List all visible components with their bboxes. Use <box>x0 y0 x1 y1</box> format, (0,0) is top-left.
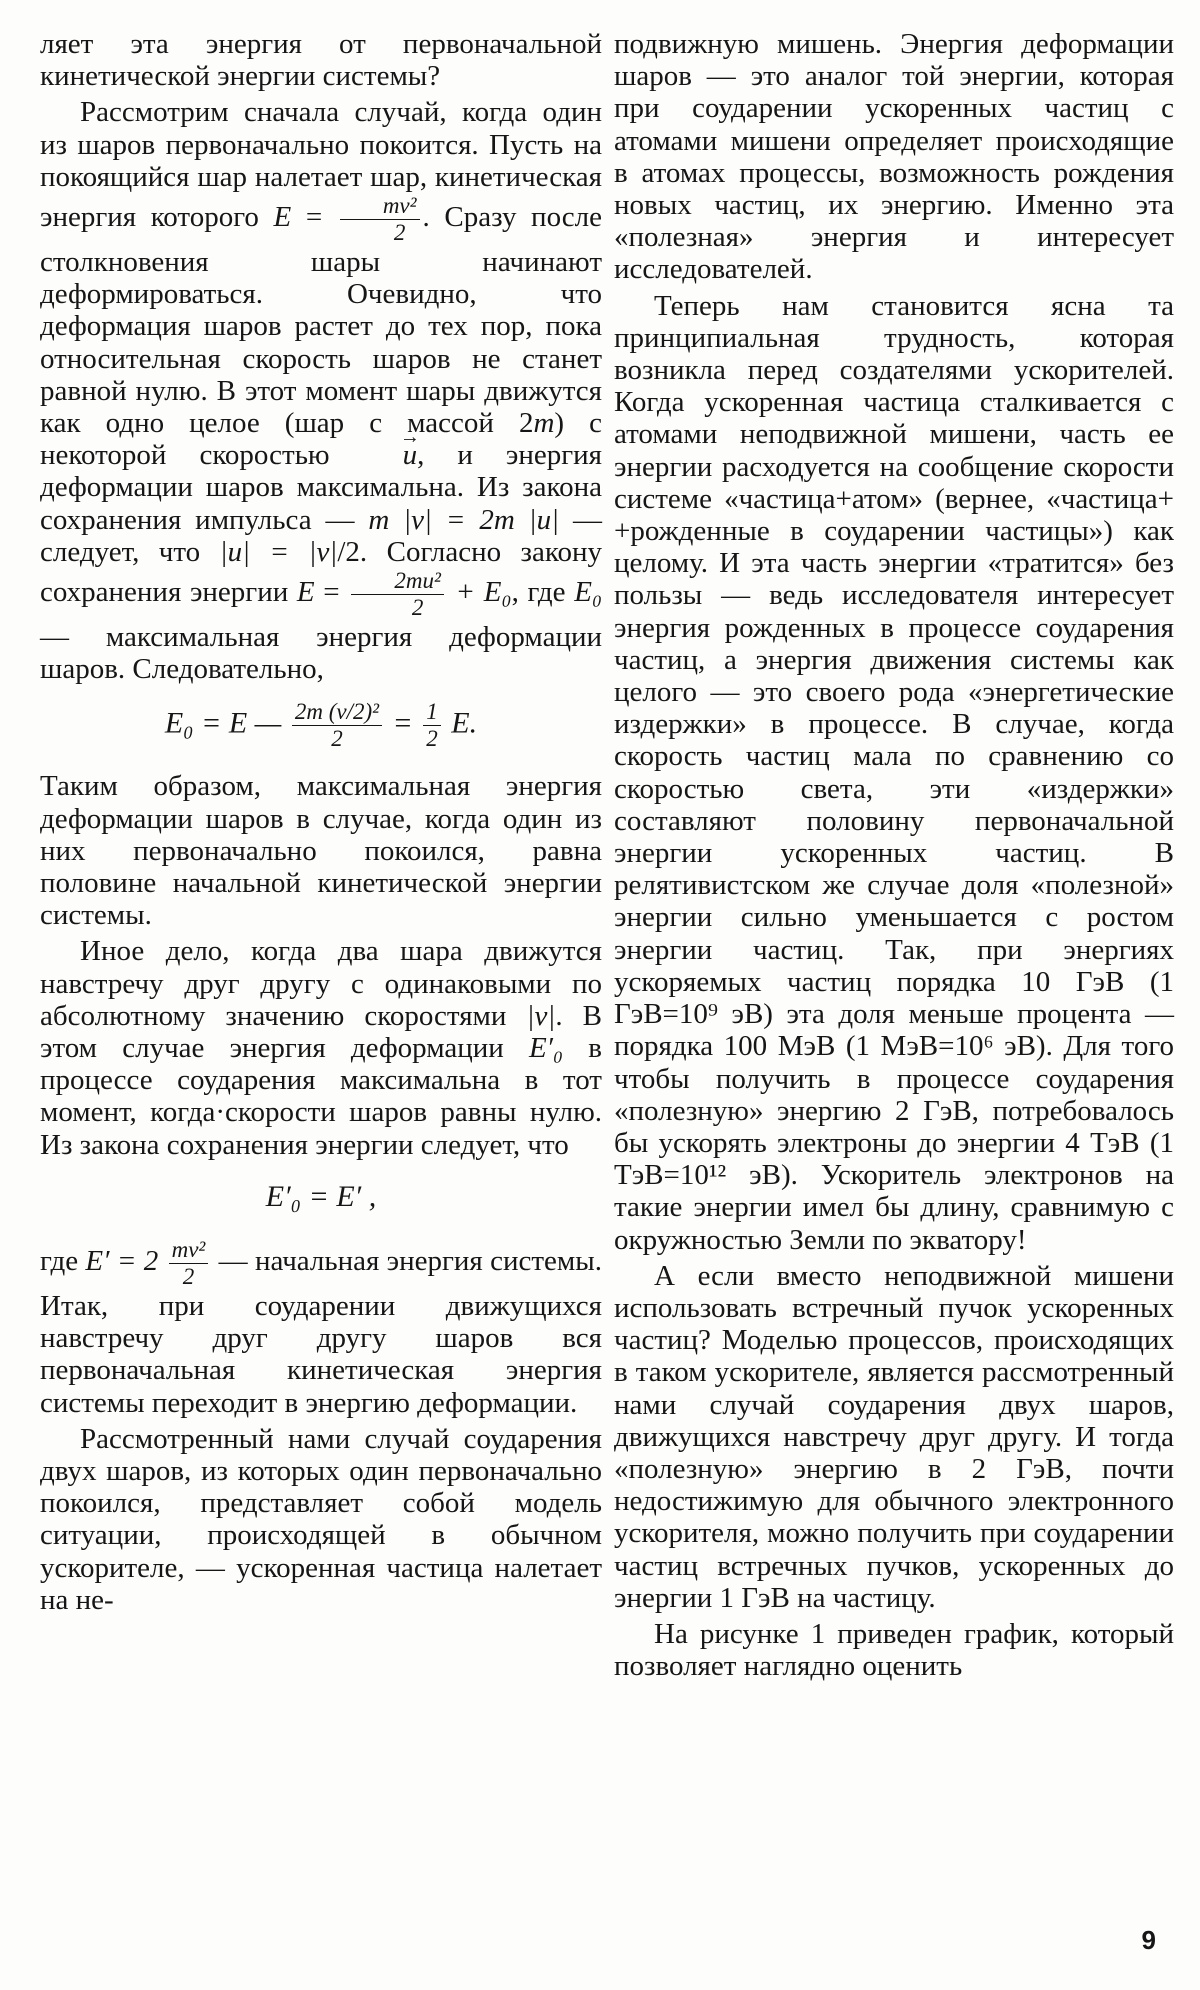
left-column <box>40 28 602 1616</box>
paragraph: Рассмотрим сначала случай, когда один из шаров первоначально покоится. Пусть на покоящийся шар налетает шар, кинетическая энергия которого E = $\frac{\text{mv²}}{2}$ . Сразу после столкновения шары начинают деформироваться. Очевидно, что деформация шаров растет до тех пор, пока относительная скорость шаров не станет равной нулю. В этот момент шары движутся как одно целое (шар с массой 2m) с некоторой скоростью → u, и энергия деформации шаров максимальна. Из закона сохранения импульса — m |v| = 2m |u| — следует, что |u| = |v|/2. Согласно закону сохранения энергии E = $\frac{\text{2mu²}}{2}$ + E₀, где E₀ — максимальная энергия деформации шаров. Следовательно, <box>40 96 602 685</box>
paragraph: где E′ = 2 $\frac{\text{mv²}}{2}$ — начальная энергия системы. Итак, при соударении движущихся навстречу друг другу шаров вся первоначальная кинетическая энергия системы переходит в энергию деформации. <box>40 1236 603 1419</box>
formula-e0-prime: E′₀ = E′ , <box>265 1179 377 1213</box>
paragraph: подвижную мишень. Энергия деформации шаров — это аналог той энергии, которая при соударении ускоренных частиц с атомами мишени определяет происходящие в атомах процессы, возможность рождения новых частиц, их энергию. Именно эта «полезная» энергия и интересует исследователей. <box>614 28 1174 286</box>
page-number: 9 <box>1141 1925 1156 1955</box>
fraction: $\frac{\text{mv²}}{2}$ <box>169 1237 209 1290</box>
paragraph: Теперь нам становится ясна та принципиальная трудность, которая возникла перед создателями ускорителей. Когда ускоренная частица сталкивается с атомами неподвижной мишени, часть ее энергии расходуется на сообщение скорости системе «частица+атом» (вернее, «частица+ +рожденные в соударении частицы») как целому. И эта часть энергии «тратится» без пользы — ведь исследователя интересует энергия рожденных в процессе соударения частиц, а энергия движения системы как целого — это своего рода «энергетические издержки» в процессе. В случае, когда скорость частиц мала по сравнению со скоростью света, эти «издержки» составляют половину первоначальной энергии ускоренных частиц. В релятивистском же случае доля «полезной» энергии сильно уменьшается с ростом энергии частиц. Так, при энергиях ускоряемых частиц порядка 10 ГэВ (1 ГэВ=10⁹ эВ) эта доля меньше процента — порядка 100 МэВ (1 МэВ=10⁶ эВ). Для того чтобы получить в процессе соударения «полезную» энергию 2 ГэВ, потребовалось бы ускорять электроны до энергии 4 ТэВ (1 ТэВ=10¹² эВ). Ускоритель электронов на такие энергии имел бы длину, сравнимую с окружностью Земли по экватору! <box>614 289 1174 1256</box>
right-column <box>614 28 1174 1682</box>
impulse-formula: m |v| = 2m |u| <box>368 503 560 536</box>
paragraph: Рассмотренный нами случай соударения двух шаров, из которых один первоначально покоился, представляет собой модель ситуации, происходящей в обычном ускорителе, — ускоренная частица налетает на не- <box>40 1422 602 1616</box>
formula-e0: E₀ = E — $\frac{\text{2m (v/2)²}}{2}$ = $\frac{1}{2}$ E. <box>164 699 478 752</box>
fraction: $\frac{1}{2}$ <box>423 699 441 752</box>
paragraph: На рисунке 1 приведен график, который позволяет наглядно оценить <box>614 1617 1174 1683</box>
paragraph: Таким образом, максимальная энергия деформации шаров в случае, когда один из них первоначально покоился, равна половине начальной кинетической энергии системы. <box>40 770 602 932</box>
paragraph: А если вместо неподвижной мишени использовать встречный пучок ускоренных частиц? Моделью процессов, происходящих в таком ускорителе, является рассмотренный нами случай соударения двух шаров, движущихся навстречу друг другу. И тогда «полезную» энергию в 2 ГэВ, почти недостижимую для обычного электронного ускорителя, можно получить при соударении частиц встречных пучков, ускоренных до энергии 1 ГэВ на частицу. <box>614 1259 1174 1614</box>
paragraph: ляет эта энергия от первоначальной кинетической энергии системы? <box>40 28 602 93</box>
fraction: $\frac{\text{2m (v/2)²}}{2}$ <box>292 699 382 752</box>
paragraph: Иное дело, когда два шара движутся навстречу друг другу с одинаковыми по абсолютному значению скоростями |v|. В этом случае энергия деформации E′₀ в процессе соударения максимальна в тот момент, когда·скорости шаров равны нулю. Из закона сохранения энергии следует, что <box>40 935 603 1161</box>
vector-u: → u <box>363 439 418 471</box>
fraction: $\frac{\text{mv²}}{2}$ <box>340 193 420 246</box>
fraction: $\frac{\text{2mu²}}{2}$ <box>351 568 444 621</box>
